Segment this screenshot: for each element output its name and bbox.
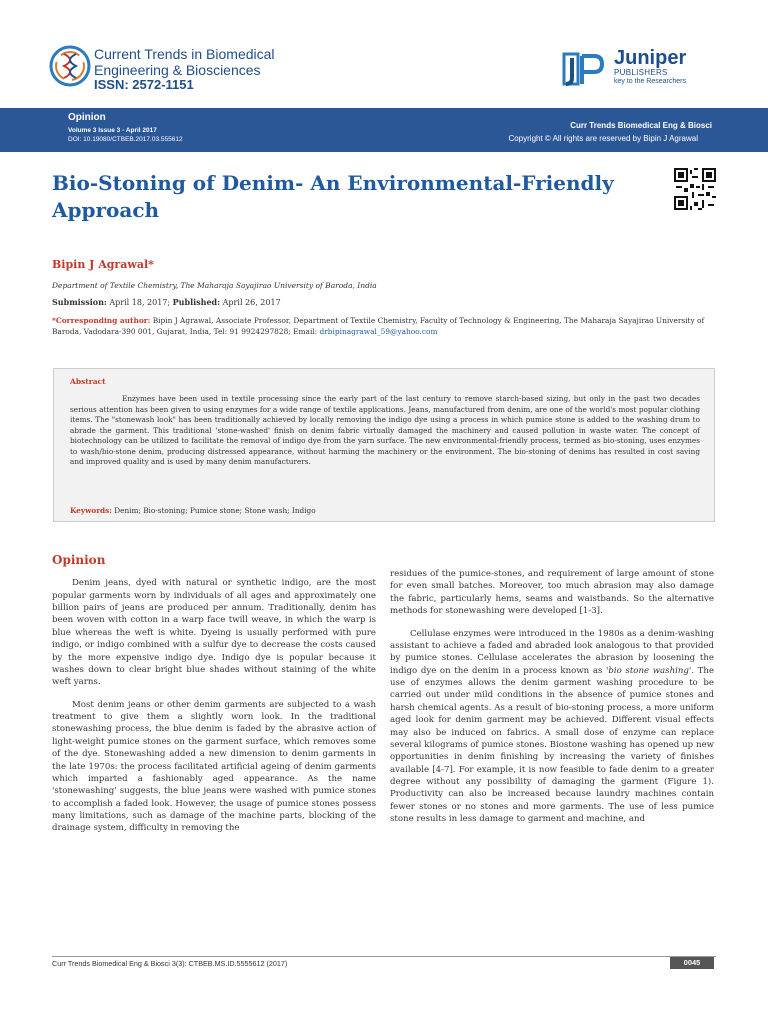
journal-issn: ISSN: 2572-1151 [94,77,194,93]
submission-date: April 18, 2017; [109,298,171,307]
corresponding-author-label: *Corresponding author: [52,316,151,325]
keywords [70,506,316,515]
footer-divider [52,956,716,957]
journal-name-line1: Current Trends in Biomedical [94,46,275,62]
body-italic-term: bio stone washing [608,665,689,676]
journal-logo-icon [48,44,92,88]
article-dates [52,297,281,307]
submission-label: Submission: [52,297,107,307]
section-heading: Opinion [52,553,106,567]
abstract-text: Enzymes have been used in textile processing since the early part of the last century to remove starch-based sizing, but only in the past two decades serious attention has been given to using enzymes for a wide range of textile applications. Jeans, manufactured from denim, are one of the world's most popular clothing items. The "stonewash look" has been traditionally achieved by locally removing the indigo dye using a process in which pumice stone is added to the washing drum to abrade the garment. This traditional 'stone-washed' finish on denim fabric virtually damaged the machinery and caused pollution in waste water. The concept of biotechnology can be utilized to facilitate the removal of indigo dye from the yarn surface. The new environmental-friendly process, termed as bio-stoning, uses enzymes to wash/bio-stone denim, producing distressed appearance, without harming the machinery or the environment. The bio-stoning of denims has resulted in cost saving and improved quality and is used by many denim manufacturers. [70,394,700,467]
body-text: Cellulase enzymes were introduced in the 1980s as a denim-washing assistant to achieve a faded and abraded look analogous to that provided by pumice stones. Cellulase accelerates the abrasion by loosening the indigo dye on the denim in a process known as ' [390,628,714,676]
journal-name-line2: Engineering & Biosciences [94,62,261,79]
body-column-right [390,568,714,836]
corresponding-author-details: Bipin J Agrawal, Associate Professor, Department of Textile Chemistry, Faculty of Technology & Engineering, The Maharaja Sayajirao University of Baroda, Vadodara-390 001, Gujarat, India, Tel: 91 9924297828; Email: [52,316,705,336]
keywords-list: Denim; Bio-stoning; Pumice stone; Stone wash; Indigo [114,506,316,515]
body-text: '. The use of enzymes allows the denim garment washing procedure to be carried out under mild conditions in the absence of pumice stones and harsh chemical agents. As a result of bio-stoning process, a more uniform aged look for denim garment may be achieved. Different visual effects may also be induced on fabrics. A small dose of enzyme can replace several kilograms of pumice stones. Biostone washing has opened up new opportunities in denim finishing by increasing the variety of finishes available [4-7]. For example, it is now feasible to fade denim to a greater degree without any possibility of damaging the garment (Figure 1). Productivity can also be increased because laundry machines contain fewer stones or no stones and more garments. The use of less pumice stone results in less damage to garment and machine, and [390,665,714,825]
body-paragraph: Denim jeans, dyed with natural or synthetic indigo, are the most popular garments worn by individuals of all ages and approximately one billion pairs of jeans are produced per annum. Traditionally, denim has been woven with cotton in a warp face twill weave, in which the warp is blue whereas the weft is white. Dyeing is usually performed with pure indigo, or indigo combined with a sulfur dye to decrease the costs caused by the more expensive indigo dye. Indigo dye is popular because it washes down to clear bright blue shades without staining of the white weft yarns. [52,578,376,688]
doi-link[interactable]: DOI: 10.19080/CTBEB.2017.03.555612 [68,136,183,143]
keywords-label: Keywords: [70,506,112,515]
footer-citation: Curr Trends Biomedical Eng & Biosci 3(3): CTBEB.MS.ID.5555612 (2017) [52,959,288,968]
published-label: Published: [172,297,221,307]
body-paragraph: residues of the pumice-stones, and requirement of large amount of stone for even small batches. Moreover, too much abrasion may also damage the fabric, particularly hems, seams and waistbands. So the alternative methods for stonewashing were developed [1-3]. [390,569,714,617]
publisher-tagline: key to the Researchers [614,78,686,86]
journal-abbreviation: Curr Trends Biomedical Eng & Biosci [570,121,712,130]
article-type: Opinion [68,112,106,123]
abstract-box [53,368,715,522]
publisher-logo-icon [562,50,608,90]
published-date: April 26, 2017 [222,298,281,307]
article-banner [0,108,768,152]
body-column-left [52,552,376,845]
publisher-name-main: Juniper [614,47,687,69]
author-affiliation: Department of Textile Chemistry, The Maharaja Sayajirao University of Baroda, India [52,281,377,290]
corresponding-author [52,316,712,337]
page-number-badge: 0045 [670,957,714,969]
email-link[interactable]: drbipinagrawal_59@yahoo.com [319,326,438,336]
author-name: Bipin J Agrawal* [52,258,154,271]
publisher-name [614,48,686,85]
publisher-name-sub: PUBLISHERS [614,68,668,77]
journal-name [94,46,275,93]
qr-code-icon[interactable] [674,168,716,210]
body-paragraph [390,628,714,826]
body-paragraph: Most denim jeans or other denim garments are subjected to a wash treatment to give them a slightly worn look. In the traditional stonewashing process, the blue denim is faded by the abrasive action of light-weight pumice stones on the garment surface, which removes some of the dye. Stonewashing added a new dimension to denim garments in the late 1970s: the process facilitated artificial ageing of denim garments which imparted a fashionably aged appearance. As the name 'stonewashing' suggests, the blue jeans were washed with pumice stones to accomplish a faded look. However, the usage of pumice stones possess many limitations, such as damage of the machine parts, blocking of the drainage system, difficulty in removing the [52,699,376,834]
copyright-notice: Copyright © All rights are reserved by Bipin J Agrawal [508,134,698,143]
volume-info: Volume 3 Issue 3 - April 2017 [68,127,157,134]
abstract-heading: Abstract [70,377,106,386]
article-title: Bio-Stoning of Denim- An Environmental-Friendly Approach [52,171,614,222]
